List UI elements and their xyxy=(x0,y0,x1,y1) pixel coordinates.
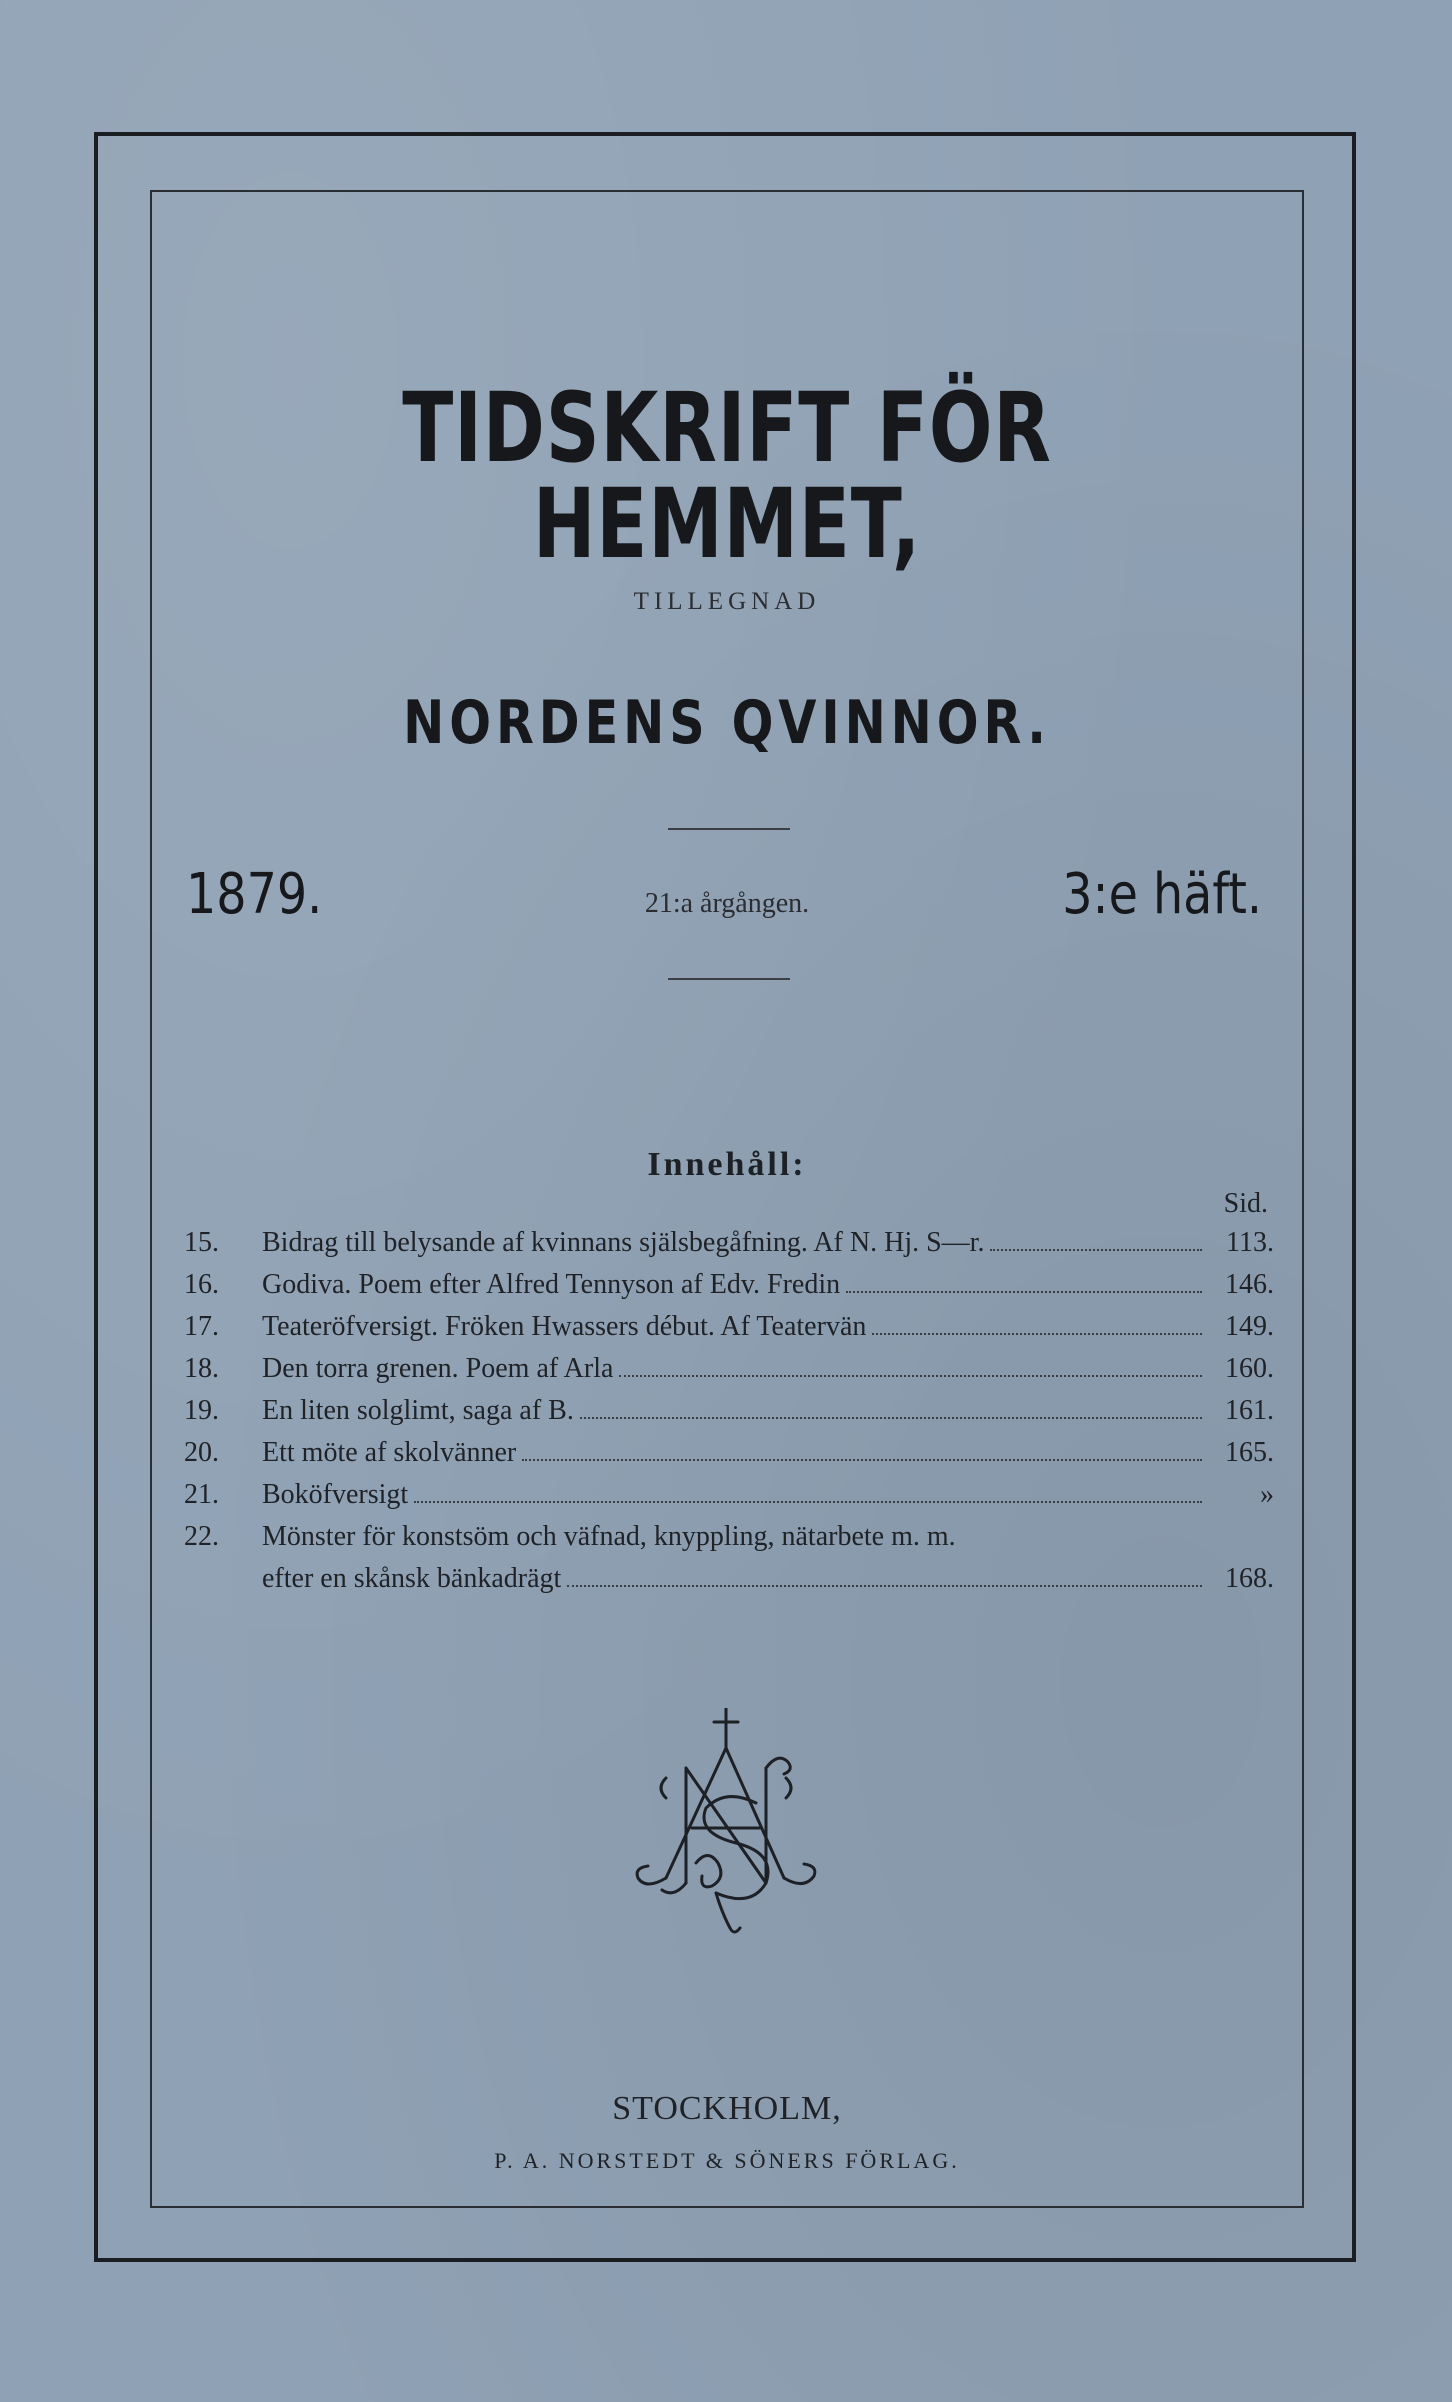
toc-title: Den torra grenen. Poem af Arla xyxy=(262,1353,614,1384)
toc-number: 21. xyxy=(184,1479,219,1510)
imprint-city: STOCKHOLM, xyxy=(612,2090,842,2127)
leader-dots xyxy=(567,1585,1202,1587)
issue-volume: 21:a årgången. xyxy=(644,888,810,919)
leader-dots xyxy=(414,1501,1202,1503)
toc-page: 149. xyxy=(1225,1311,1274,1342)
toc-page: 168. xyxy=(1225,1563,1274,1594)
leader-dots xyxy=(846,1291,1202,1293)
toc-page: 165. xyxy=(1225,1437,1274,1468)
leader-dots xyxy=(990,1249,1202,1251)
publisher-monogram-icon xyxy=(626,1708,826,1938)
toc-number: 19. xyxy=(184,1395,219,1426)
issue-number: 3:e häft. xyxy=(1062,862,1262,927)
toc-page: 113. xyxy=(1226,1227,1274,1258)
toc-row[interactable] xyxy=(184,1390,1274,1432)
leader-dots xyxy=(522,1459,1202,1461)
contents-heading: Innehåll: xyxy=(647,1146,807,1183)
toc-row[interactable] xyxy=(184,1222,1274,1264)
toc-page: » xyxy=(1260,1479,1274,1510)
toc-number: 20. xyxy=(184,1437,219,1468)
toc-title: Godiva. Poem efter Alfred Tennyson af Edv. Fredin xyxy=(262,1269,841,1300)
divider-top xyxy=(668,828,790,830)
toc-row[interactable] xyxy=(184,1348,1274,1390)
divider-bottom xyxy=(668,978,790,980)
toc-row-multiline[interactable] xyxy=(184,1516,1274,1558)
toc-number: 18. xyxy=(184,1353,219,1384)
leader-dots xyxy=(872,1333,1202,1335)
toc-number: 17. xyxy=(184,1311,219,1342)
page-column-label: Sid. xyxy=(1223,1188,1268,1219)
table-of-contents xyxy=(184,1186,1274,1600)
leader-dots xyxy=(619,1375,1202,1377)
toc-title-continued: efter en skånsk bänkadrägt xyxy=(262,1563,562,1594)
toc-page: 160. xyxy=(1225,1353,1274,1384)
toc-number: 22. xyxy=(184,1521,219,1552)
imprint-publisher: P. A. NORSTEDT & SÖNERS FÖRLAG. xyxy=(494,2148,960,2173)
toc-row[interactable] xyxy=(184,1264,1274,1306)
toc-title: Boköfversigt xyxy=(262,1479,409,1510)
toc-number: 15. xyxy=(184,1227,219,1258)
toc-row[interactable] xyxy=(184,1474,1274,1516)
toc-title: Ett möte af skolvänner xyxy=(262,1437,517,1468)
toc-title: Bidrag till belysande af kvinnans själsbegåfning. Af N. Hj. S—r. xyxy=(262,1227,985,1258)
toc-row[interactable] xyxy=(184,1306,1274,1348)
leader-dots xyxy=(580,1417,1202,1419)
toc-row[interactable] xyxy=(184,1432,1274,1474)
journal-title: TIDSKRIFT FÖR HEMMET, xyxy=(402,372,1052,580)
toc-title: En liten solglimt, saga af B. xyxy=(262,1395,574,1426)
journal-subtitle: TILLEGNAD xyxy=(633,588,821,615)
toc-page: 146. xyxy=(1225,1269,1274,1300)
toc-page: 161. xyxy=(1225,1395,1274,1426)
toc-title: Mönster för konstsöm och väfnad, knyppling, nätarbete m. m. xyxy=(262,1521,956,1552)
toc-title: Teateröfversigt. Fröken Hwassers début. Af Teatervän xyxy=(262,1311,867,1342)
toc-number: 16. xyxy=(184,1269,219,1300)
issue-year: 1879. xyxy=(186,862,323,927)
toc-row-continuation xyxy=(184,1558,1274,1600)
journal-dedication: NORDENS QVINNOR. xyxy=(403,688,1051,758)
